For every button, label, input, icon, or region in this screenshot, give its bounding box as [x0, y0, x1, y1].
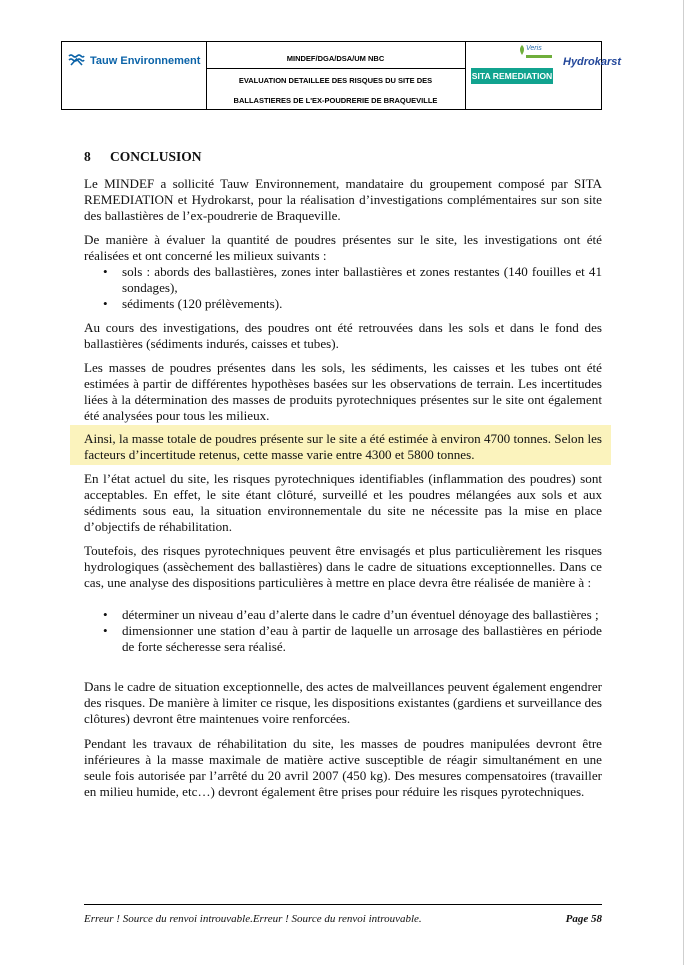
section-number: 8: [84, 149, 91, 164]
sita-remediation-logo: SITA REMEDIATION: [471, 68, 553, 84]
list-item: • sédiments (120 prélèvements).: [103, 296, 283, 311]
section-title: CONCLUSION: [110, 149, 202, 164]
list-item: • sols : abords des ballastières, zones inter ballastières et zones restantes (140 fouilles et 41 sondages),: [103, 264, 602, 295]
tauw-waves-icon: [68, 54, 85, 67]
paragraph-malveillance: Dans le cadre de situation exceptionnelle, des actes de malveillances peuvent également engendrer des risques. De manière à limiter ce risque, les dispositions existantes (gardiens et surveillance des clôtures) devront être maintenues voire renforcées.: [84, 679, 602, 726]
bullet-list-media: [84, 264, 602, 312]
header-divider: [206, 68, 465, 69]
paragraph-estimates: Les masses de poudres présentes dans les sols, les sédiments, les caisses et les tubes ont été estimées à partir de différentes hypothèses basées sur les observations de terrain. Les incertitudes liées à la détermination des masses de produits pyrotechniques présentes sur le site ont également été analysées pour tous les milieux.: [84, 360, 602, 423]
header-title-cell: [206, 42, 466, 109]
hydrokarst-logo-text: Hydrokarst: [563, 56, 622, 68]
paragraph-investigations: De manière à évaluer la quantité de poudres présentes sur le site, les investigations ont été réalisées et ont concerné les milieux suivants :: [84, 232, 602, 263]
bullet-icon: •: [103, 296, 108, 311]
paragraph-works: Pendant les travaux de réhabilitation du site, les masses de poudres manipulées devront être inférieures à la masse maximale de matière active susceptible de réagir simultanément en une seule fois autorisée par l’arrêté du 20 avril 2007 (450 kg). Des mesures compensatoires (travailler en milieu humide, etc…) devront également être prises pour réduire les risques pyrotechniques.: [84, 736, 602, 799]
header-logo-cell-partners: [466, 42, 622, 109]
tauw-logo: [68, 54, 200, 67]
footer-divider: [84, 904, 602, 905]
paragraph-findings: Au cours des investigations, des poudres ont été retrouvées dans les sols et dans le fond des ballastières (sédiments indurés, caisses et tubes).: [84, 320, 602, 351]
bullet-list-measures: [84, 607, 602, 655]
list-item: • dimensionner une station d’eau à partir de laquelle un arrosage des ballastières en période de forte sécheresse sera réalisé.: [103, 623, 602, 654]
page-number: Page 58: [565, 913, 602, 925]
paragraph-intro: Le MINDEF a sollicité Tauw Environnement, mandataire du groupement composé par SITA REMEDIATION et Hydrokarst, pour la réalisation d’investigations complémentaires sur son site des ballastières de l’ex-poudrerie de Braqueville.: [84, 176, 602, 223]
tauw-logo-text: Tauw Environnement: [90, 54, 201, 67]
veris-leaf-icon: [518, 45, 526, 55]
veris-logo-text: Veris: [526, 45, 542, 52]
paragraph-current-state: En l’état actuel du site, les risques pyrotechniques identifiables (inflammation des poudres) sont acceptables. En effet, le site étant clôturé, surveillé et les poudres mélangées aux sols et aux sédiments sous eau, la situation environnementale du site ne nécessite pas la mise en place d’objectifs de réhabilitation.: [84, 471, 602, 534]
header-logo-cell-tauw: [62, 42, 207, 109]
paragraph-risks: Toutefois, des risques pyrotechniques peuvent être envisagés et plus particulièrement les risques hydrologiques (assèchement des ballastières) dans le cadre de situations exceptionnelles. Dans ce cas, une analyse des dispositions particulières à mettre en place devra être réalisée de manière à :: [84, 543, 602, 590]
footer-reference-error: Erreur ! Source du renvoi introuvable.Erreur ! Source du renvoi introuvable.: [84, 913, 422, 925]
section-heading: [84, 149, 202, 165]
bullet-icon: •: [103, 607, 108, 622]
paragraph-total-mass: Ainsi, la masse totale de poudres présente sur le site a été estimée à environ 4700 tonnes. Selon les facteurs d’incertitude retenus, cette masse varie entre 4300 et 5800 tonnes.: [84, 431, 602, 462]
bullet-icon: •: [103, 623, 108, 638]
bullet-icon: •: [103, 264, 108, 279]
header-client: MINDEF/DGA/DSA/UM NBC: [286, 54, 385, 63]
veris-logo-bar: [526, 55, 552, 58]
header-title-line1: EVALUATION DETAILLEE DES RISQUES DU SITE DES: [238, 76, 433, 85]
page-header: [61, 41, 622, 110]
list-item: • déterminer un niveau d’eau d’alerte dans le cadre d’un éventuel dénoyage des ballastières ;: [103, 607, 599, 622]
header-title-line2: BALLASTIERES DE L'EX-POUDRERIE DE BRAQUEVILLE: [233, 96, 438, 105]
